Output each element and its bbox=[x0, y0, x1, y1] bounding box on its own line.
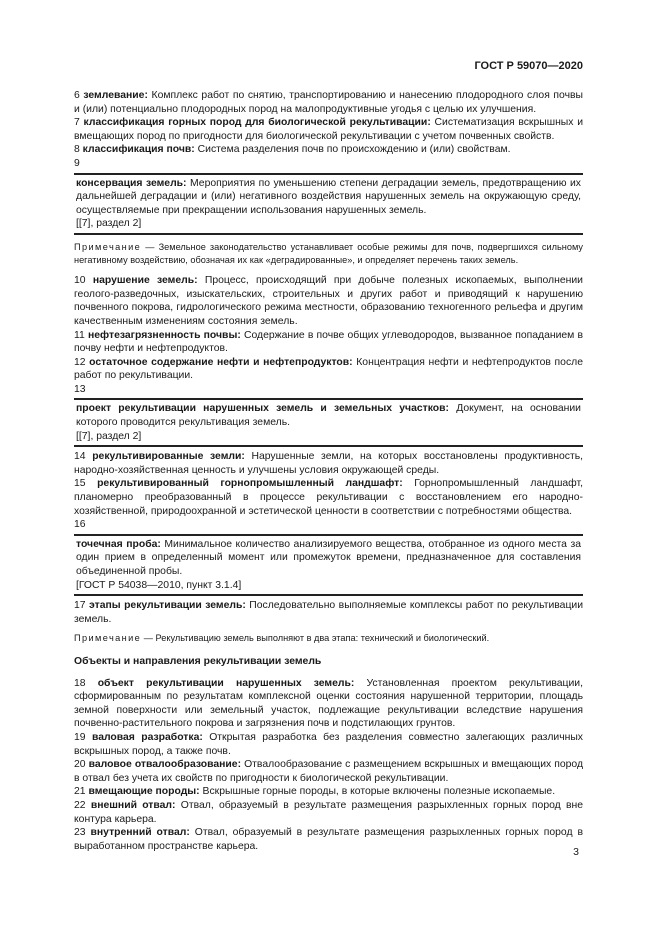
term-9-reference: [[7], раздел 2] bbox=[76, 218, 142, 230]
term-13-reference: [[7], раздел 2] bbox=[76, 430, 142, 442]
term-17: 17 этапы рекультивации земель: Последовательно выполняемые комплексы работ по рекультивации земель. bbox=[74, 600, 584, 625]
term-8: 8 классификация почв: Система разделения почв по происхождению и (или) свойствам. bbox=[74, 144, 511, 156]
term-10: 10 нарушение земель: Процесс, происходящий при добыче полезных ископаемых, выполнении геолого-разведочных, изыскательских, строительных и других работ и приводящий к нарушению почвенного покрова, гидрологического режима местности, образованию техногенного рельефа и другим качественным изменениям состояния земель. bbox=[74, 275, 583, 327]
page-content bbox=[74, 89, 583, 853]
term-14: 14 рекультивированные земли: Нарушенные земли, на которых восстановлены продуктивность, народно-хозяйственная ценность и улучшены условия окружающей среды. bbox=[74, 451, 584, 476]
term-19: 19 валовая разработка: Открытая разработка без разделения совместно залегающих различных вскрышных пород, а также почв. bbox=[74, 731, 584, 757]
term-21: 21 вмещающие породы: Вскрышные горные породы, в которые включены полезные ископаемые. bbox=[74, 786, 556, 798]
term-13: проект рекультивации нарушенных земель и земельных участков: Документ, на основании которого проводится рекультивация земель. bbox=[76, 403, 581, 429]
term-7: 7 классификация горных пород для биологической рекультивации: Систематизация вскрышных и вмещающих пород по пригодности для биологической рекультивации с учетом почвенных свойств. bbox=[74, 117, 583, 142]
document-code: ГОСТ Р 59070—2020 bbox=[474, 60, 583, 72]
term-18: 18 объект рекультивации нарушенных земель: Установленная проектом рекультивации, сформированным по результатам комплексной оценки состояния нарушенной территории, площадь земной поверхности или земельный участок, подлежащие рекультивации вследствие нарушения почвенно-растительного покрова и загрязнения почв и подстилающих грунтов. bbox=[74, 677, 584, 730]
term-13-box bbox=[74, 398, 583, 447]
term-9: консервация земель: Мероприятия по уменьшению степени деградации земель, предотвращению их дальнейшей деградации и (или) негативного воздействия нарушенных земель на окружающую среду, осуществляемые при прекращении использования нарушенных земель. bbox=[76, 177, 581, 216]
term-9-box bbox=[74, 173, 583, 235]
term-11: 11 нефтезагрязненность почвы: Содержание в почве общих углеводородов, вызванное попаданием в почву нефти и нефтепродуктов. bbox=[74, 329, 583, 355]
term-13-number: 13 bbox=[74, 383, 86, 395]
section-title: Объекты и направления рекультивации земель bbox=[74, 655, 322, 667]
term-16-reference: [ГОСТ Р 54038—2010, пункт 3.1.4] bbox=[76, 579, 242, 591]
term-15: 15 рекультивированный горнопромышленный ландшафт: Горнопромышленный ландшафт, планомерно преобразованный в процессе рекультивации с восстановлением его народно-хозяйственной, природоохранной и эстетической ценности в соответствии с потребностями общества. bbox=[74, 478, 583, 517]
note-1: Примечание — Земельное законодательство устанавливает особые режимы для почв, подвергшихся сильному негативному воздействию, обозначая их как «деградированные», и определяет перечень таких земель. bbox=[74, 241, 583, 265]
term-22: 22 внешний отвал: Отвал, образуемый в результате размещения разрыхленных горных пород вне контура карьера. bbox=[74, 799, 583, 825]
page-number: 3 bbox=[573, 846, 579, 858]
term-16-number: 16 bbox=[74, 519, 86, 531]
term-6: 6 землевание: Комплекс работ по снятию, транспортированию и нанесению плодородного слоя почвы и (или) потенциально плодородных пород на малопродуктивные угодья с целью их улучшения. bbox=[74, 90, 584, 115]
term-9-number: 9 bbox=[74, 157, 80, 169]
note-2: Примечание — Рекультивацию земель выполняют в два этапа: технический и биологический. bbox=[74, 633, 490, 644]
term-23: 23 внутренний отвал: Отвал, образуемый в результате размещения разрыхленных горных пород в выработанном пространстве карьера. bbox=[74, 827, 583, 852]
term-16-box bbox=[74, 534, 583, 596]
term-12: 12 остаточное содержание нефти и нефтепродуктов: Концентрация нефти и нефтепродуктов после работ по рекультивации. bbox=[74, 356, 583, 382]
term-16: точечная проба: Минимальное количество анализируемого вещества, отобранное из одного места за один прием в определенный момент или промежуток времени, предназначенное для составления объединенной пробы. bbox=[76, 538, 581, 577]
term-20: 20 валовое отвалообразование: Отвалообразование с размещением вскрышных и вмещающих пород в отвал без учета их свойств по пригодности к биологической рекультивации. bbox=[74, 759, 584, 784]
